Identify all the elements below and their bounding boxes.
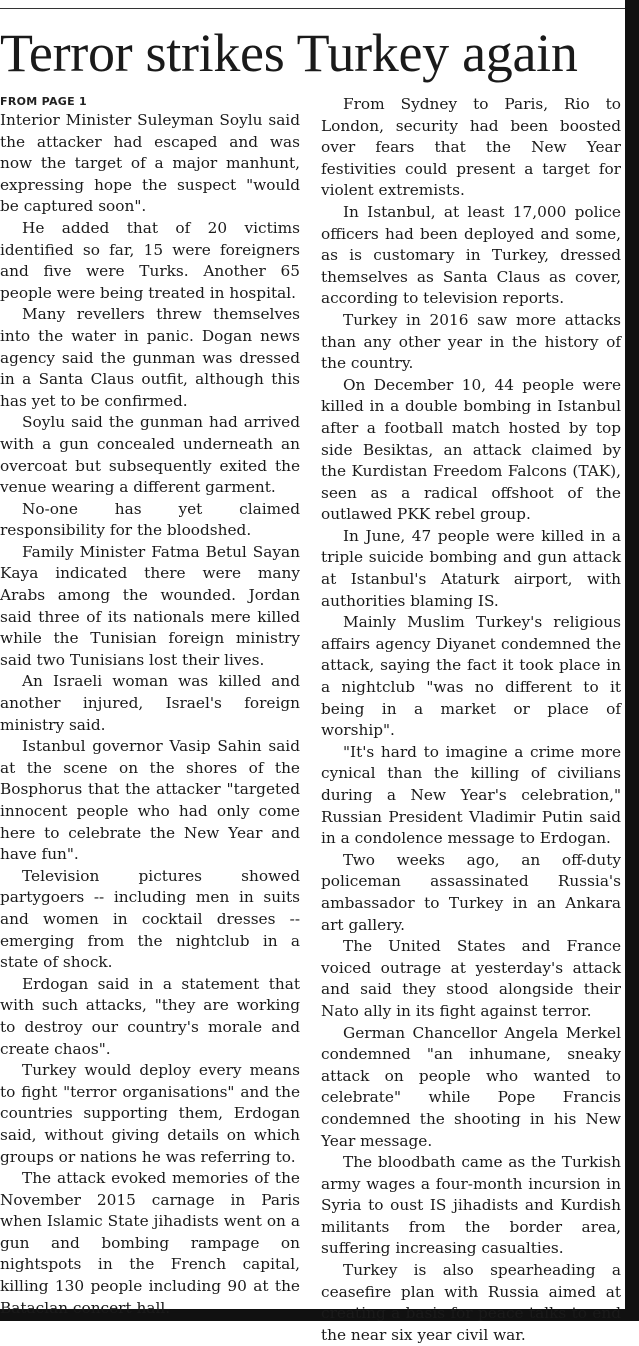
paragraph: Turkey in 2016 saw more attacks than any other year in the history of the country. <box>321 310 621 373</box>
paragraph: "It's hard to imagine a crime more cynical than the killing of civilians during a New Year's celebration," Russian President Vladimir Putin said in a condolence message to Erdogan. <box>321 742 621 848</box>
continuation-kicker: FROM PAGE 1 <box>0 95 88 108</box>
paragraph: In Istanbul, at least 17,000 police officers had been deployed and some, as is customary in Turkey, dressed themselves as Santa Claus as cover, according to television reports. <box>321 202 621 308</box>
paragraph: Two weeks ago, an off-duty policeman assassinated Russia's ambassador to Turkey in an Ankara art gallery. <box>321 850 621 934</box>
paragraph: An Israeli woman was killed and another injured, Israel's foreign ministry said. <box>0 672 300 734</box>
paragraph: On December 10, 44 people were killed in a double bombing in Istanbul after a football match hosted by top side Besiktas, an attack claimed by the Kurdistan Freedom Falcons (TAK), seen as a radical offshoot of the outlawed PKK rebel group. <box>321 375 621 524</box>
article-column-left <box>0 94 300 1319</box>
paragraph: Turkey is also spearheading a ceasefire plan with Russia aimed at creating a basis for peace talks to end the near six year civil war. <box>321 1261 621 1344</box>
paragraph: Family Minister Fatma Betul Sayan Kaya indicated there were many Arabs among the wounded. Jordan said three of its nationals mere killed while the Tunisian foreign ministry said two Tunisians lost their lives. <box>0 542 300 669</box>
paragraph: From Sydney to Paris, Rio to London, security had been boosted over fears that the New Year festivities could present a target for violent extremists. <box>321 95 621 200</box>
paragraph: No-one has yet claimed responsibility for the bloodshed. <box>0 499 300 540</box>
paragraph: Many revellers threw themselves into the water in panic. Dogan news agency said the gunman was dressed in a Santa Claus outfit, although this has yet to be confirmed. <box>0 305 300 410</box>
article-column-right <box>321 94 621 1346</box>
paragraph: Erdogan said in a statement that with such attacks, "they are working to destroy our country's morale and create chaos". <box>0 974 300 1058</box>
top-rule <box>0 8 625 9</box>
paragraph: Mainly Muslim Turkey's religious affairs agency Diyanet condemned the attack, saying the fact it took place in a nightclub "was no different to it being in a market or place of worship". <box>321 613 621 740</box>
paragraph: The attack evoked memories of the November 2015 carnage in Paris when Islamic State jihadists went on a gun and bombing rampage on nightspots in the French capital, killing 130 people including 90 at the Bataclan concert hall. <box>0 1169 300 1317</box>
paragraph: Turkey would deploy every means to fight "terror organisations" and the countries supporting them, Erdogan said, without giving details on which groups or nations he was referring to. <box>0 1061 300 1166</box>
paragraph: Soylu said the gunman had arrived with a gun concealed underneath an overcoat but subsequently exited the venue wearing a different garment. <box>0 413 300 497</box>
paragraph: The United States and France voiced outrage at yesterday's attack and said they stood alongside their Nato ally in its fight against terror. <box>321 937 621 1020</box>
paragraph: Interior Minister Suleyman Soylu said the attacker had escaped and was now the target of a major manhunt, expressing hope the suspect "would be captured soon". <box>0 111 300 216</box>
paragraph: German Chancellor Angela Merkel condemned "an inhumane, sneaky attack on people who wanted to celebrate" while Pope Francis condemned the shooting in his New Year message. <box>321 1023 621 1150</box>
paragraph: Istanbul governor Vasip Sahin said at the scene on the shores of the Bosphorus that the attacker "targeted innocent people who had only come here to celebrate the New Year and have fun". <box>0 737 300 864</box>
paragraph: In June, 47 people were killed in a triple suicide bombing and gun attack at Istanbul's Ataturk airport, with authorities blaming IS. <box>321 526 621 610</box>
paragraph: Television pictures showed partygoers -- including men in suits and women in cocktail dresses -- emerging from the nightclub in a state of shock. <box>0 866 300 972</box>
page-edge-right <box>625 0 639 1321</box>
paragraph: He added that of 20 victims identified so far, 15 were foreigners and five were Turks. Another 65 people were being treated in hospital. <box>0 218 300 302</box>
paragraph: The bloodbath came as the Turkish army wages a four-month incursion in Syria to oust IS jihadists and Kurdish militants from the border area, suffering increasing casualties. <box>321 1153 621 1258</box>
headline: Terror strikes Turkey again <box>0 23 578 83</box>
